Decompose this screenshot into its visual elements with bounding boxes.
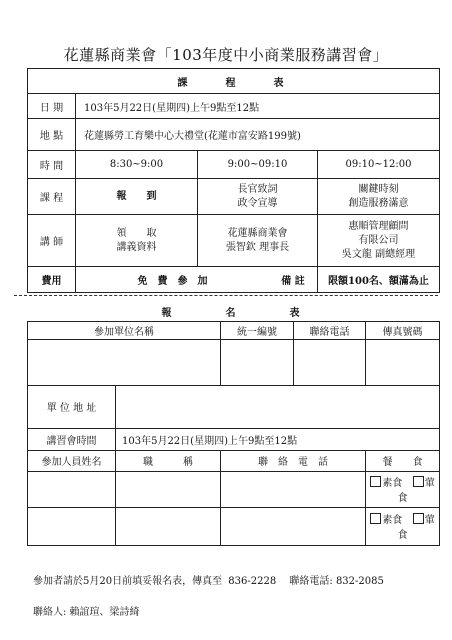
vegetarian-checkbox[interactable] [370,513,381,524]
job-title-field[interactable] [116,471,221,507]
job-title-field[interactable] [116,507,221,545]
vegetarian-option-label: 素食 [382,478,403,489]
attendee-name-field[interactable] [28,471,116,507]
course-item: 長官致詞 政令宣導 [198,179,318,215]
time-slot: 8:30~9:00 [76,151,198,179]
cut-line-divider [14,295,438,296]
tax-id-label: 統一編號 [221,321,294,339]
contact-phone-label: 聯 絡 電 話 [221,450,366,471]
fee-label: 費用 [28,267,76,293]
date-value: 103年5月22日(星期四)上午9點至12點 [76,94,440,119]
non-vegetarian-checkbox[interactable] [413,476,424,487]
note-value: 限額100名、額滿為止 [318,267,440,293]
deadline-text: 參加者請於5月20日前填妥報名表，傳真至 [33,576,223,587]
note-label: 備 註 [281,276,305,287]
course-item: 報 到 [76,179,198,215]
address-label: 單 位 地 址 [28,385,116,428]
session-time-value: 103年5月22日(星期四)上午9點至12點 [116,428,440,450]
fax-field[interactable] [366,339,440,385]
course-label: 課 程 [28,179,76,215]
attendee-name-field[interactable] [28,507,116,545]
contacts-text: 聯絡人: 賴誼瑄、梁詩綺 [33,607,140,618]
time-slot: 9:00~09:10 [198,151,318,179]
registration-table [27,303,440,546]
speaker-label: 講 師 [28,215,76,267]
fee-value: 免 費 參 加 [137,276,208,287]
phone-field[interactable] [294,339,366,385]
non-vegetarian-option-label: 葷食 [397,478,435,504]
non-vegetarian-checkbox[interactable] [413,513,424,524]
venue-value: 花蓮縣勞工育樂中心大禮堂(花蓮市富安路199號) [76,119,440,151]
tax-id-field[interactable] [221,339,294,385]
speaker-item: 花蓮縣商業會 張智欽 理事長 [198,215,318,267]
footer-deadline-line [33,572,384,587]
course-item: 關鍵時刻 創造服務滿意 [318,179,440,215]
speaker-item: 領 取 講義資料 [76,215,198,267]
schedule-table [27,68,440,293]
vegetarian-option-label: 素食 [382,515,403,526]
session-time-label: 講習會時間 [28,428,116,450]
contact-phone-field[interactable] [221,471,366,507]
fax-number: 836-2228 [228,576,277,587]
speaker-item: 惠順管理顧問 有限公司 吳文龍 副總經理 [318,215,440,267]
venue-label: 地 點 [28,119,76,151]
address-field[interactable] [116,385,440,428]
contact-phone-field[interactable] [221,507,366,545]
unit-name-label: 參加單位名稱 [28,321,221,339]
time-slot: 09:10~12:00 [318,151,440,179]
meal-label: 餐 食 [366,450,440,471]
non-vegetarian-option-label: 葷食 [397,515,435,541]
vegetarian-checkbox[interactable] [370,476,381,487]
date-label: 日 期 [28,94,76,119]
registration-heading: 報 名 表 [28,303,440,321]
fax-label: 傳真號碼 [366,321,440,339]
phone-label: 聯絡電話 [294,321,366,339]
schedule-heading: 課 程 表 [28,69,440,94]
time-label: 時 間 [28,151,76,179]
attendee-label: 參加人員姓名 [28,450,116,471]
job-title-label: 職 稱 [116,450,221,471]
contact-phone: 聯絡電話: 832-2085 [289,576,384,587]
unit-name-field[interactable] [28,339,221,385]
document-title: 花蓮縣商業會「103年度中小商業服務講習會」 [63,46,389,64]
